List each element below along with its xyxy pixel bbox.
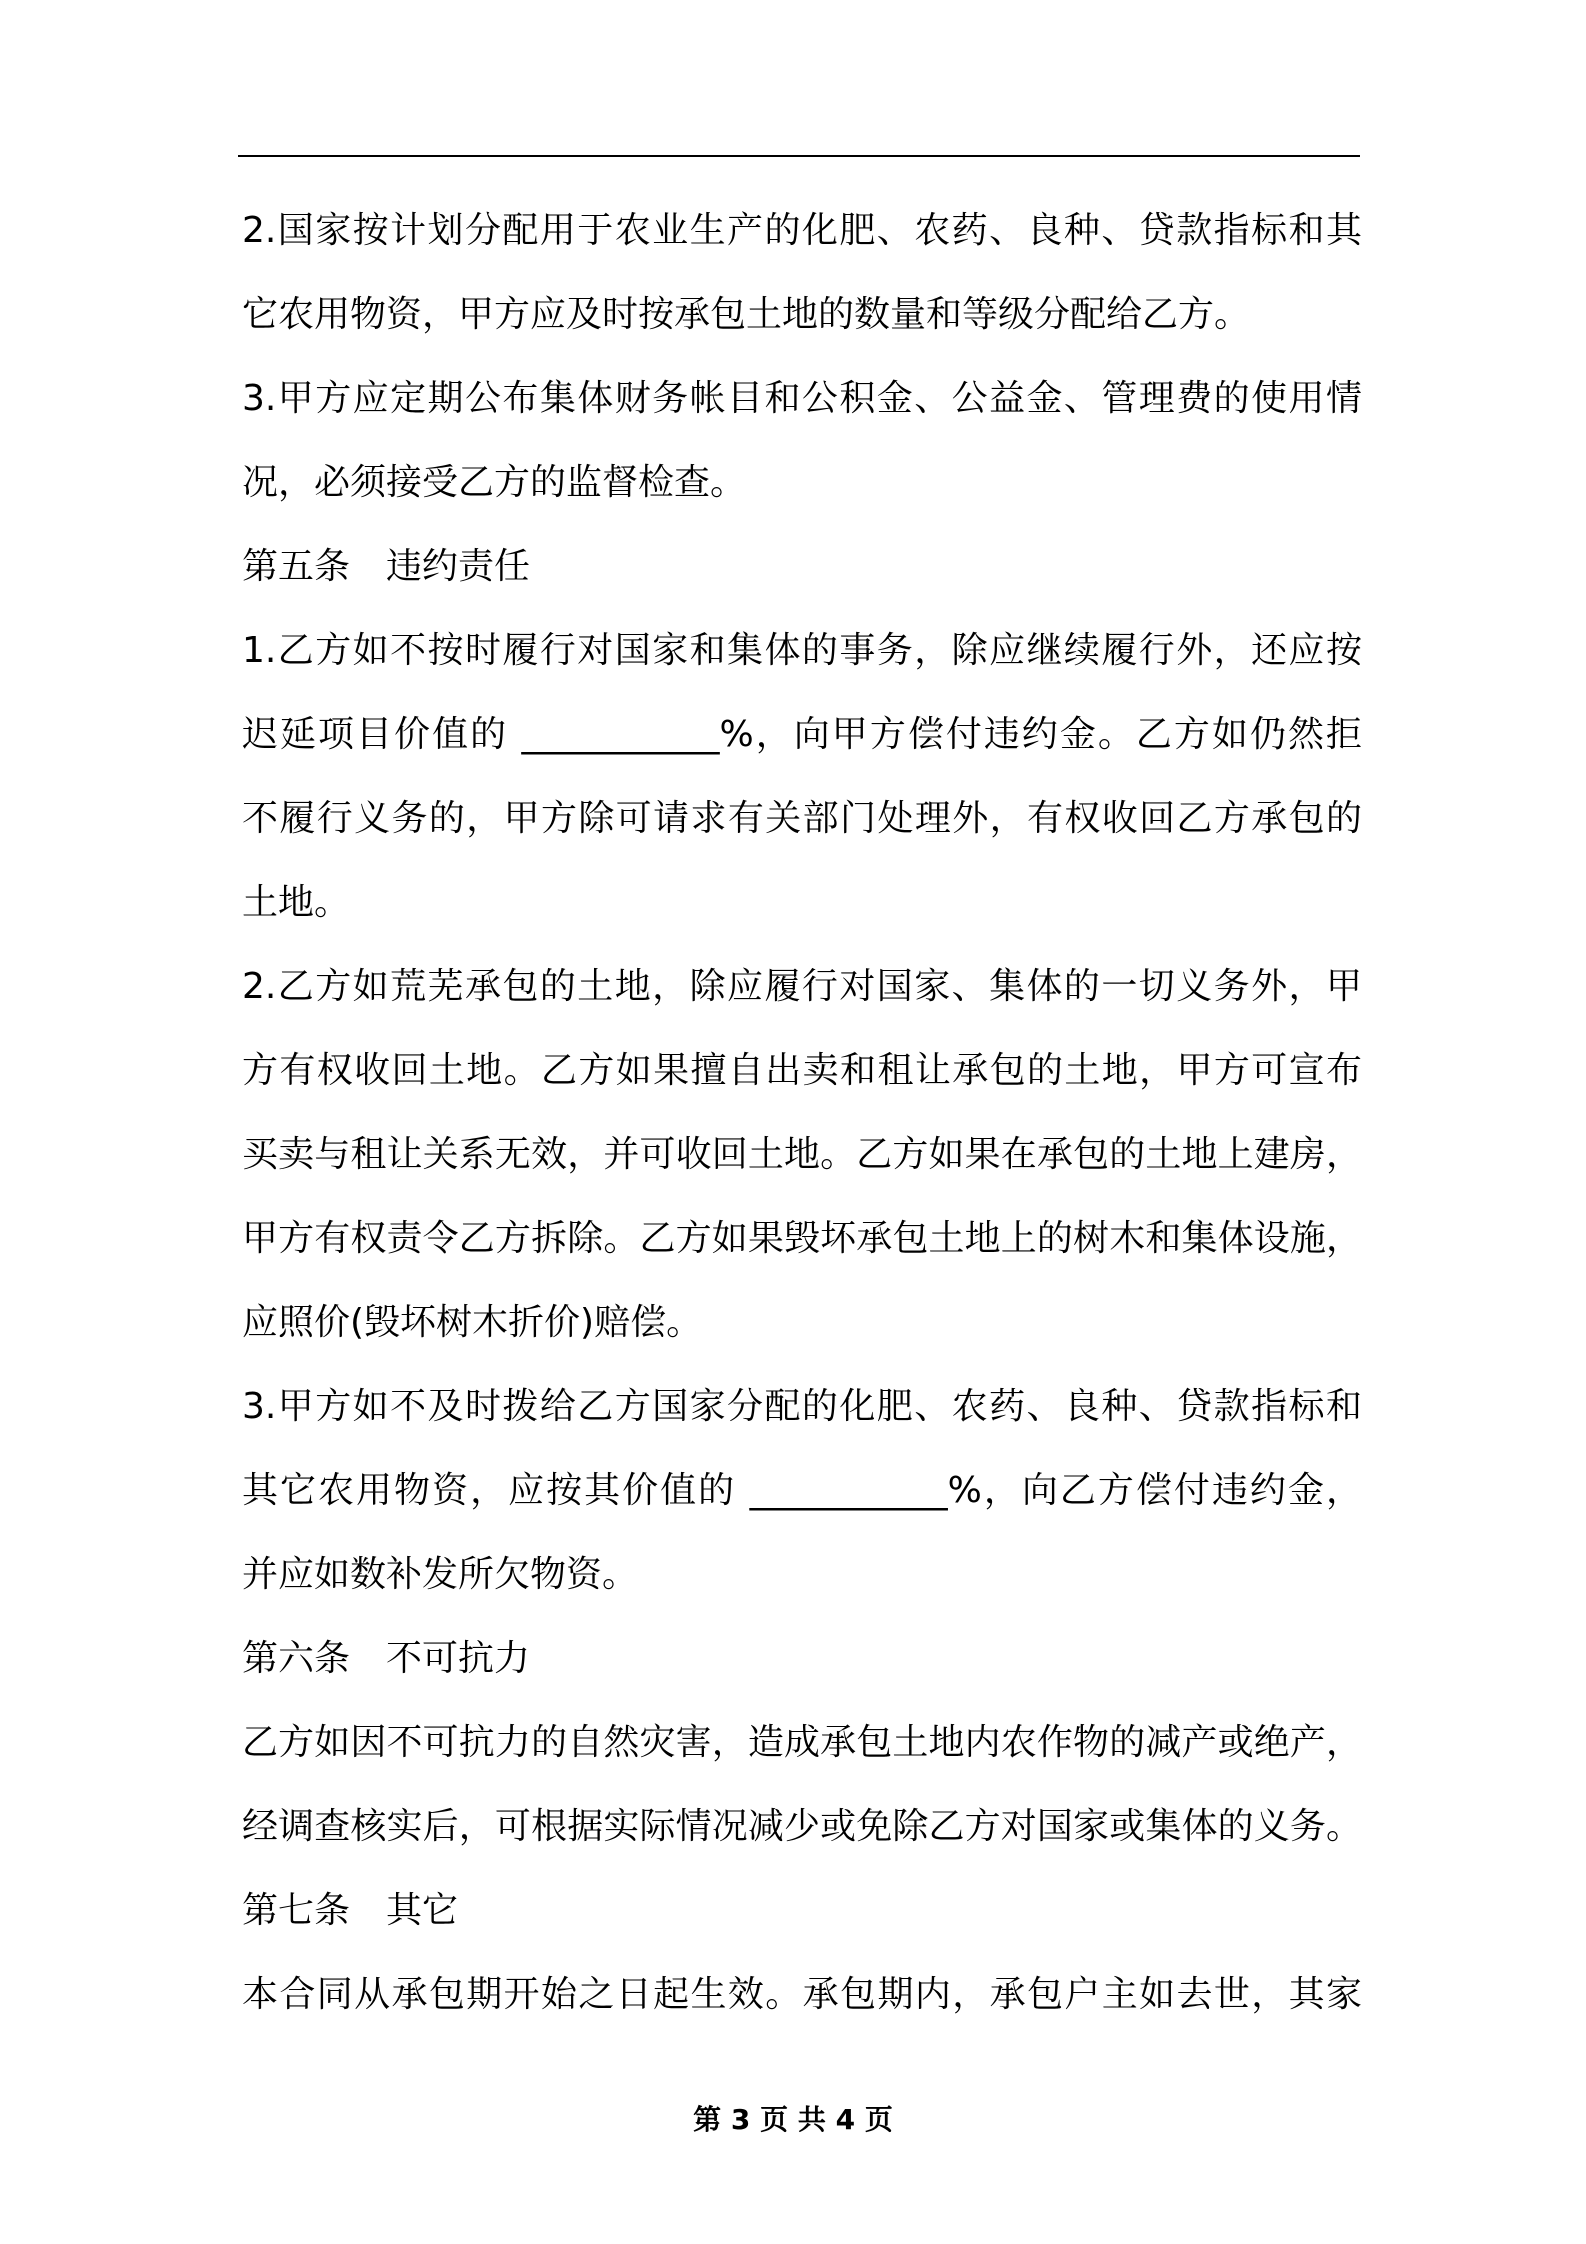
paragraph-line: 应照价(毁坏树木折价)赔偿。 bbox=[242, 1302, 703, 1343]
paragraph-line: 其它农用物资，应按其价值的 ___________%，向乙方偿付违约金， bbox=[242, 1470, 1362, 1511]
paragraph-line: 方有权收回土地。乙方如果擅自出卖和租让承包的土地，甲方可宣布 bbox=[242, 1050, 1362, 1091]
paragraph-line: 2.乙方如荒芜承包的土地，除应履行对国家、集体的一切义务外，甲 bbox=[242, 966, 1362, 1007]
paragraph-line: 并应如数补发所欠物资。 bbox=[242, 1554, 639, 1595]
paragraph-line: 甲方有权责令乙方拆除。乙方如果毁坏承包土地上的树木和集体设施， bbox=[242, 1218, 1362, 1259]
paragraph-line: 3.甲方如不及时拨给乙方国家分配的化肥、农药、良种、贷款指标和 bbox=[242, 1386, 1362, 1427]
paragraph-line: 乙方如因不可抗力的自然灾害，造成承包土地内农作物的减产或绝产， bbox=[242, 1722, 1362, 1763]
paragraph-line: 经调查核实后，可根据实际情况减少或免除乙方对国家或集体的义务。 bbox=[242, 1806, 1362, 1847]
paragraph-line: 2.国家按计划分配用于农业生产的化肥、农药、良种、贷款指标和其 bbox=[242, 210, 1362, 251]
section-heading: 第六条 不可抗力 bbox=[242, 1638, 531, 1679]
paragraph-line: 迟延项目价值的 ___________%，向甲方偿付违约金。乙方如仍然拒 bbox=[242, 714, 1362, 755]
paragraph-line: 况，必须接受乙方的监督检查。 bbox=[242, 462, 747, 503]
paragraph-line: 本合同从承包期开始之日起生效。承包期内，承包户主如去世，其家 bbox=[242, 1974, 1362, 2015]
header-rule bbox=[238, 155, 1360, 157]
paragraph-line: 它农用物资，甲方应及时按承包土地的数量和等级分配给乙方。 bbox=[242, 294, 1251, 335]
paragraph-line: 3.甲方应定期公布集体财务帐目和公积金、公益金、管理费的使用情 bbox=[242, 378, 1362, 419]
paragraph-line: 不履行义务的，甲方除可请求有关部门处理外，有权收回乙方承包的 bbox=[242, 798, 1362, 839]
page-footer: 第 3 页 共 4 页 bbox=[693, 2103, 893, 2136]
section-heading: 第五条 违约责任 bbox=[242, 546, 531, 587]
section-heading: 第七条 其它 bbox=[242, 1890, 459, 1931]
paragraph-line: 买卖与租让关系无效，并可收回土地。乙方如果在承包的土地上建房， bbox=[242, 1134, 1362, 1175]
paragraph-line: 土地。 bbox=[242, 882, 351, 923]
paragraph-line: 1.乙方如不按时履行对国家和集体的事务，除应继续履行外，还应按 bbox=[242, 630, 1362, 671]
document-body bbox=[242, 189, 1362, 2037]
